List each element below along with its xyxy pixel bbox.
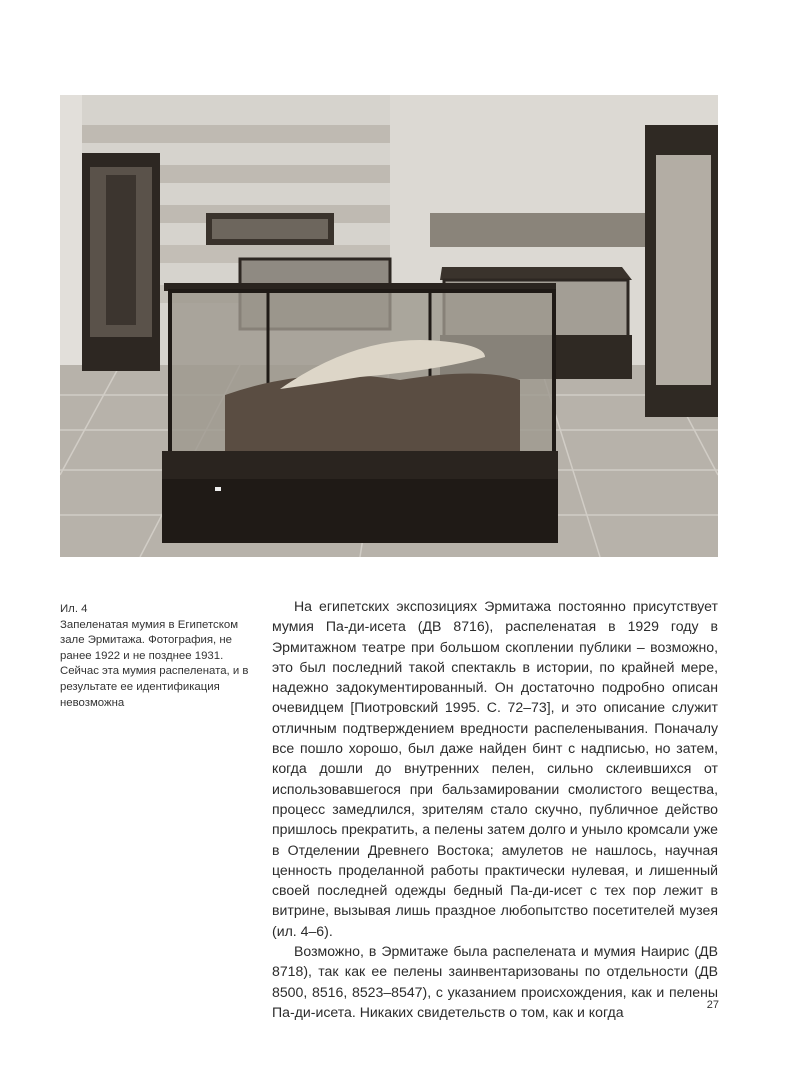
- figure-label: Ил. 4: [60, 603, 88, 615]
- paragraph: Возможно, в Эрмитаже была распелената и мумия Наирис (ДВ 8718), так как ее пелены заинвентаризованы по отдельности (ДВ 8500, 8516, 8523–8547), с указанием происхождения, как и пелены Па-ди-исета. Никаких свидетельств о том, как и когда: [272, 943, 718, 1020]
- paragraph: На египетских экспозициях Эрмитажа постоянно присутствует мумия Па-ди-исета (ДВ 8716), распеленатая в 1929 году в Эрмитажном театре при большом скоплении публики – возможно, это был последний такой спектакль в истории, по крайней мере, надежно задокументированный. Он достаточно подробно описан очевидцем [Пиотровский 1995. С. 72–73], и это описание служит отличным подтверждением вредности распеленывания. Поначалу все пошло хорошо, был даже найден бинт с надписью, но затем, когда дошли до внутренних пелен, сильно склеившихся от использовавшегося при бальзамировании смолистого вещества, процесс замедлился, зрителям стало скучно, публичное действо пришлось прекратить, а пелены затем долго и уныло кромсали уже в Отделении Древнего Востока; амулетов не нашлось, научная ценность проделанной работы практически нулевая, и лишенный своей последней одежды бедный Па-ди-исет с тех пор лежит в витрине, вызывая лишь праздное любопытство посетителей музея (ил. 4–6).: [272, 598, 718, 939]
- figure-caption-text: Запеленатая мумия в Египетском зале Эрмитажа. Фотография, не ранее 1922 и не позднее 1931. Сейчас эта мумия распелената, и в результате ее идентификация невозможна: [60, 618, 249, 709]
- page-number: 27: [706, 999, 719, 1011]
- figure-caption: [60, 602, 260, 711]
- museum-photo-icon: [60, 95, 718, 557]
- museum-photo: [60, 95, 718, 557]
- body-text: [272, 596, 718, 1022]
